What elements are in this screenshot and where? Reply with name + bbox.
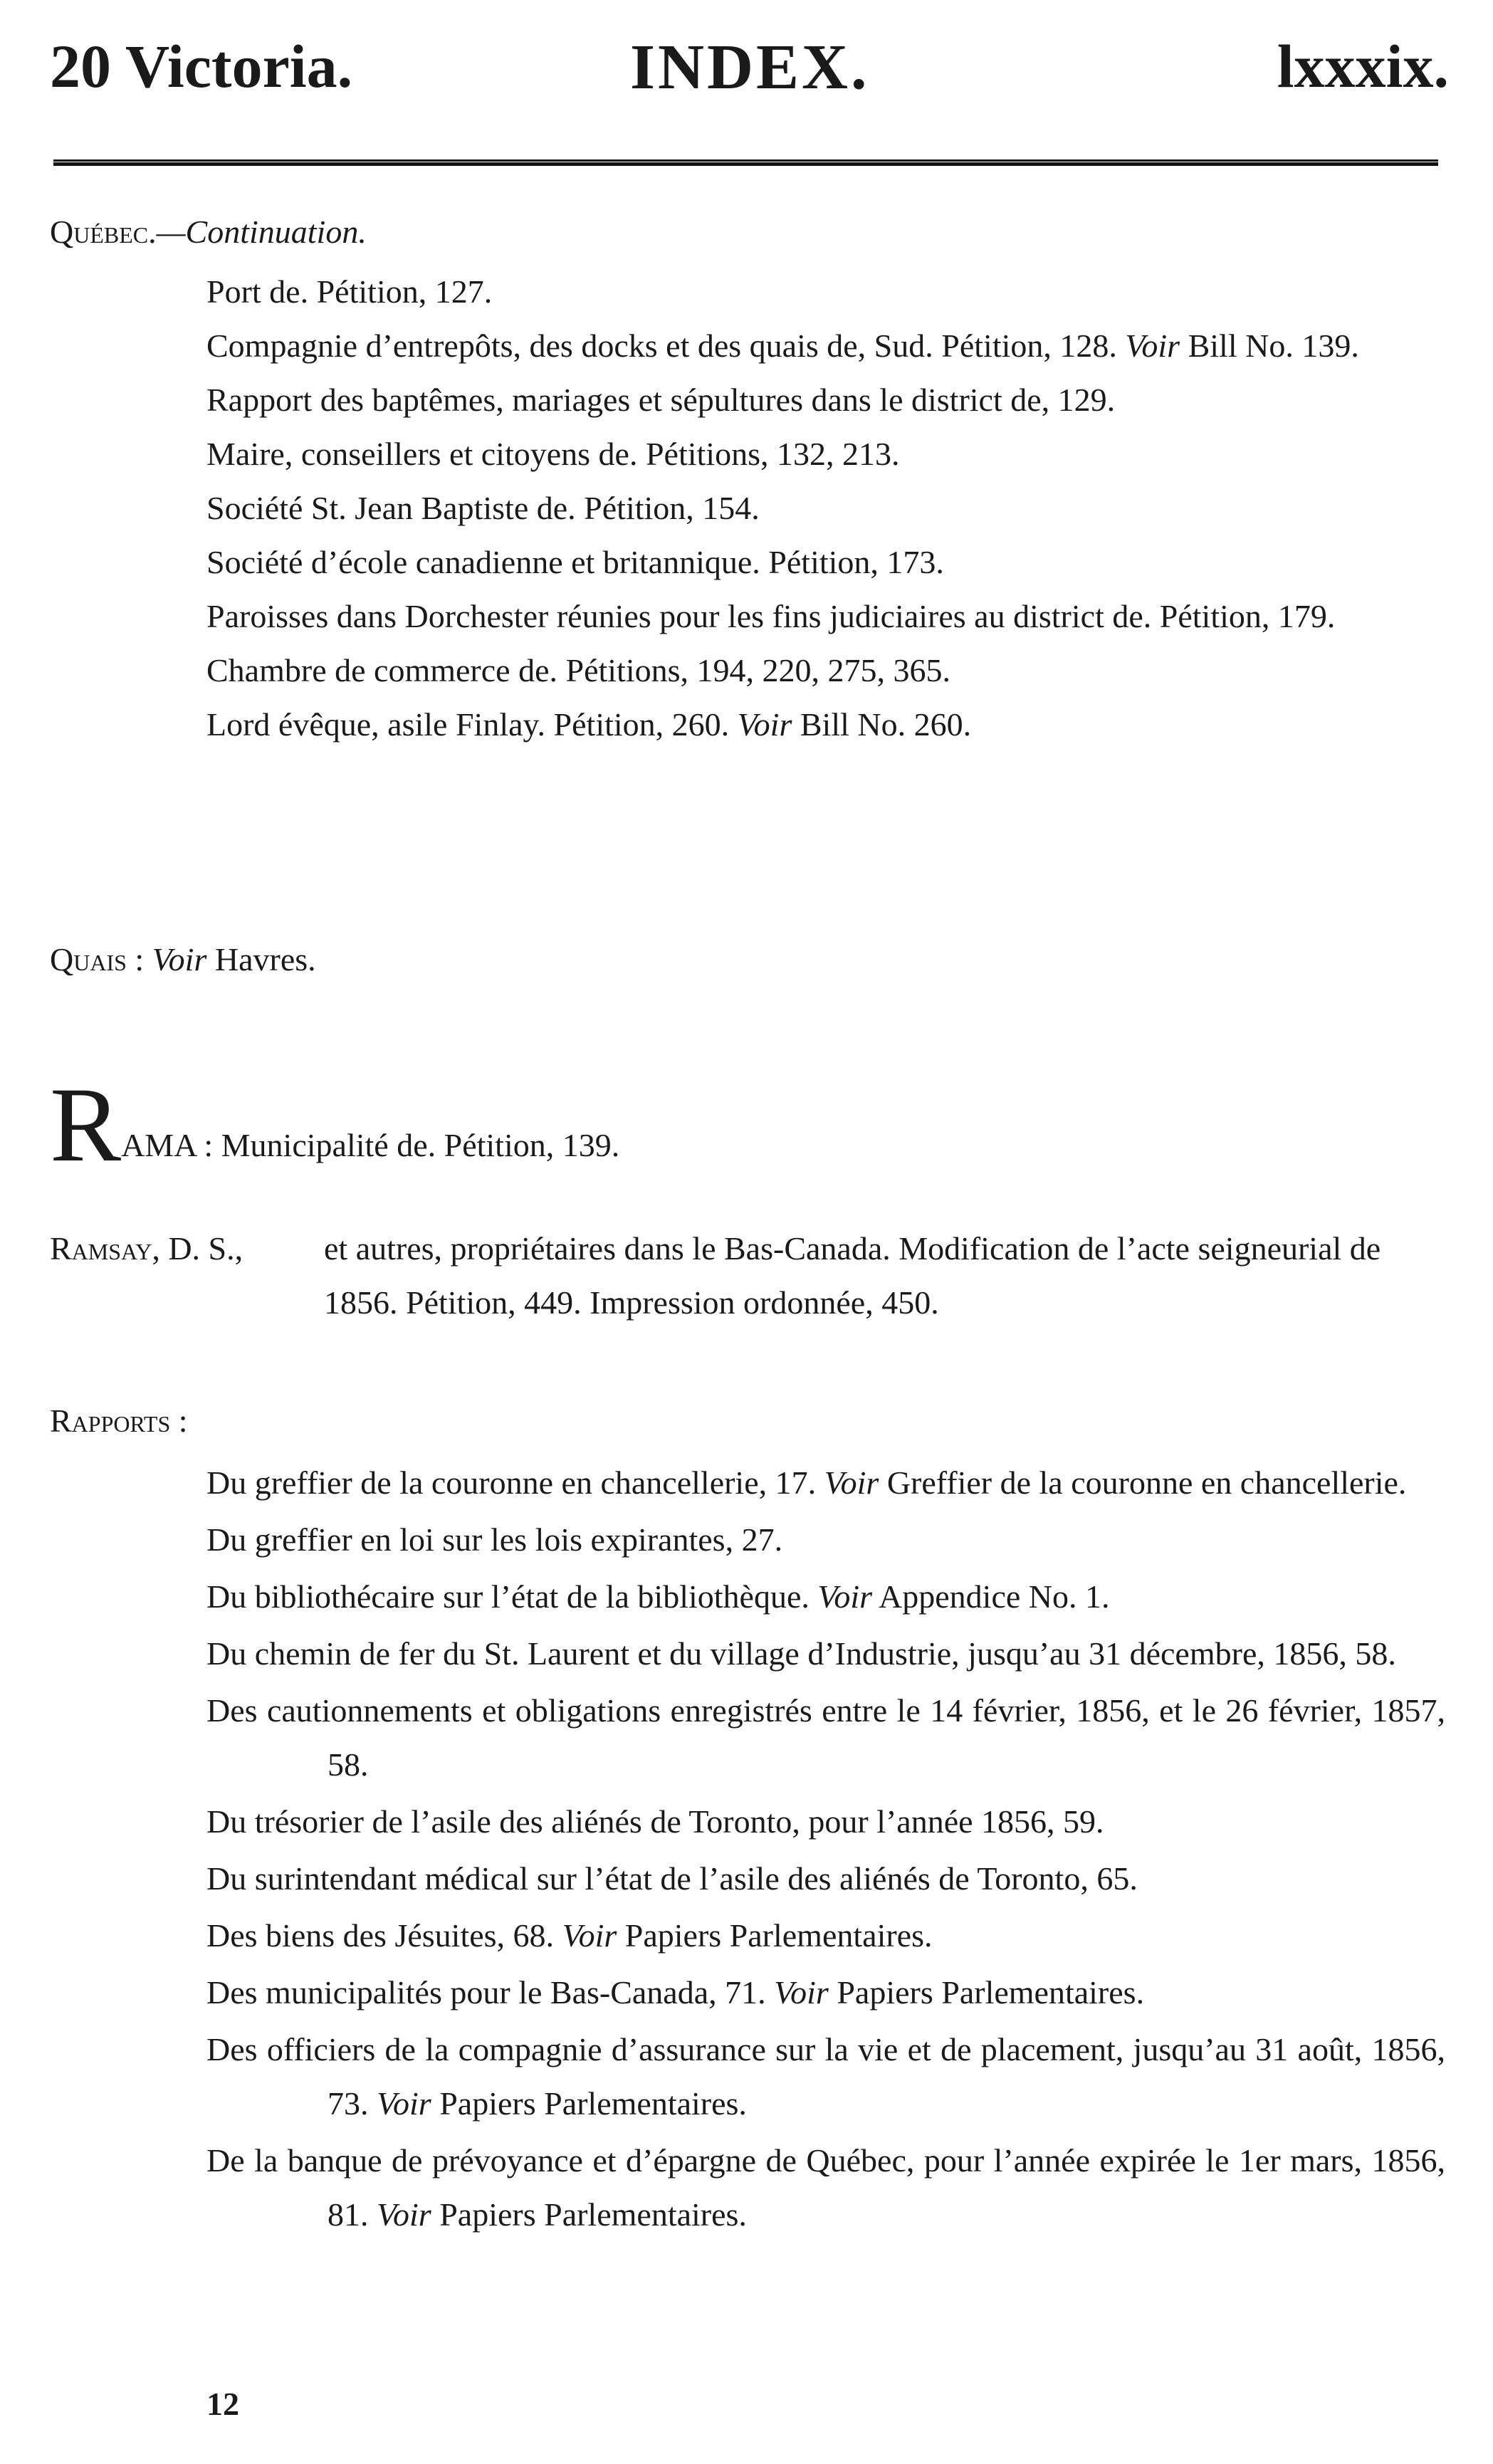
entry-text: Du chemin de fer du St. Laurent et du village d’Industrie, jusqu’au 31 décembre, 1856, 58. [206, 1635, 1396, 1672]
rama-dropcap: R [50, 1066, 122, 1184]
quais-target: Havres. [214, 941, 316, 977]
index-entry [206, 535, 1452, 589]
entry-text: Greffier de la couronne en chancellerie. [879, 1464, 1407, 1501]
quebec-heading-label: Québec. [50, 214, 157, 250]
entry-text: Du greffier en loi sur les lois expirantes, 27. [206, 1521, 783, 1558]
ramsay-initials: D. S., [168, 1230, 243, 1267]
voir-reference: Voir [737, 706, 792, 743]
voir-reference: Voir [377, 2085, 431, 2122]
rapports-entries [206, 1456, 1445, 2245]
voir-reference: Voir [824, 1464, 879, 1501]
entry-text: Appendice No. 1. [872, 1578, 1110, 1615]
entry-text: Bill No. 139. [1180, 327, 1359, 364]
ramsay-surname: Ramsay, [50, 1230, 160, 1267]
entry-text: Chambre de commerce de. Pétitions, 194, 220, 275, 365. [206, 652, 951, 688]
entry-text: Papiers Parlementaires. [431, 2196, 747, 2233]
entry-text: Du bibliothécaire sur l’état de la bibliothèque. [206, 1578, 818, 1615]
rama-text: AMA : Municipalité de. Pétition, 139. [121, 1127, 620, 1163]
index-entry [206, 319, 1452, 373]
rapports-heading: Rapports : [50, 1403, 188, 1439]
index-entry [206, 1627, 1445, 1681]
voir-reference: Voir [377, 2196, 431, 2233]
voir-reference: Voir [1125, 327, 1180, 364]
quais-entry [50, 933, 316, 987]
entry-text: Port de. Pétition, 127. [206, 273, 493, 310]
entry-text: Compagnie d’entrepôts, des docks et des quais de, Sud. Pétition, 128. [206, 327, 1126, 364]
index-entry [206, 589, 1452, 644]
entry-text: Papiers Parlementaires. [828, 1974, 1145, 2010]
entry-text: De la banque de prévoyance et d’épargne de Québec, pour l’année expirée le 1er mars, 1856, 81. [206, 2142, 1445, 2233]
index-entry [206, 644, 1452, 698]
quebec-heading [50, 205, 367, 259]
entry-text: Du trésorier de l’asile des aliénés de Toronto, pour l’année 1856, 59. [206, 1803, 1104, 1840]
entry-text: Société St. Jean Baptiste de. Pétition, 154. [206, 490, 760, 526]
entry-text: Du surintendant médical sur l’état de l’asile des aliénés de Toronto, 65. [206, 1860, 1138, 1897]
index-entry [206, 1456, 1445, 1510]
index-entry [206, 1570, 1445, 1624]
index-entry [206, 373, 1452, 427]
entry-text: Des cautionnements et obligations enregistrés entre le 14 février, 1856, et le 26 février, 1857, 58. [206, 1692, 1445, 1783]
index-entry [206, 1513, 1445, 1567]
quebec-entries [206, 265, 1452, 752]
entry-text: Des biens des Jésuites, 68. [206, 1917, 562, 1954]
quais-label: Quais : [50, 941, 145, 977]
entry-text: Lord évêque, asile Finlay. Pétition, 260. [206, 706, 738, 743]
signature-mark: 12 [206, 2386, 239, 2422]
entry-text: Rapport des baptêmes, mariages et sépultures dans le district de, 129. [206, 382, 1116, 418]
index-entry [206, 1684, 1445, 1792]
index-entry [206, 265, 1452, 319]
running-head-title: INDEX. [630, 32, 870, 103]
ramsay-name [50, 1222, 324, 1276]
entry-text: Des municipalités pour le Bas-Canada, 71. [206, 1974, 775, 2010]
entry-text: Papiers Parlementaires. [431, 2085, 747, 2122]
entry-text: Société d’école canadienne et britannique. Pétition, 173. [206, 544, 944, 580]
voir-reference: Voir [562, 1917, 617, 1954]
index-entry [206, 698, 1452, 752]
index-entry [206, 481, 1452, 535]
voir-reference: Voir [817, 1578, 873, 1615]
index-entry [206, 2134, 1445, 2242]
quais-voir: Voir [152, 941, 207, 977]
voir-reference: Voir [774, 1974, 829, 2010]
entry-text: Des officiers de la compagnie d’assurance sur la vie et de placement, jusqu’au 31 août, 1856, 73. [206, 2031, 1445, 2122]
ramsay-text: et autres, propriétaires dans le Bas-Canada. Modification de l’acte seigneurial de 1856. Pétition, 449. Impression ordonnée, 450. [324, 1230, 1381, 1321]
entry-text: Du greffier de la couronne en chancellerie, 17. [206, 1464, 824, 1501]
header-rule [53, 159, 1438, 166]
entry-text: Papiers Parlementaires. [617, 1917, 933, 1954]
quebec-heading-suffix: —Continuation. [156, 214, 367, 250]
index-entry [206, 1966, 1445, 2020]
entry-text: Bill No. 260. [792, 706, 972, 743]
index-entry [206, 427, 1452, 481]
index-entry [206, 2023, 1445, 2131]
entry-text: Paroisses dans Dorchester réunies pour les fins judiciaires au district de. Pétition, 179. [206, 598, 1336, 634]
entry-text: Maire, conseillers et citoyens de. Pétitions, 132, 213. [206, 436, 900, 472]
index-entry [206, 1852, 1445, 1906]
index-entry [206, 1909, 1445, 1963]
running-head-left: 20 Victoria. [50, 32, 353, 100]
index-entry [206, 1795, 1445, 1849]
rama-entry [50, 1066, 620, 1184]
ramsay-entry [50, 1222, 1445, 1330]
page-number-roman: lxxxix. [1277, 32, 1449, 100]
